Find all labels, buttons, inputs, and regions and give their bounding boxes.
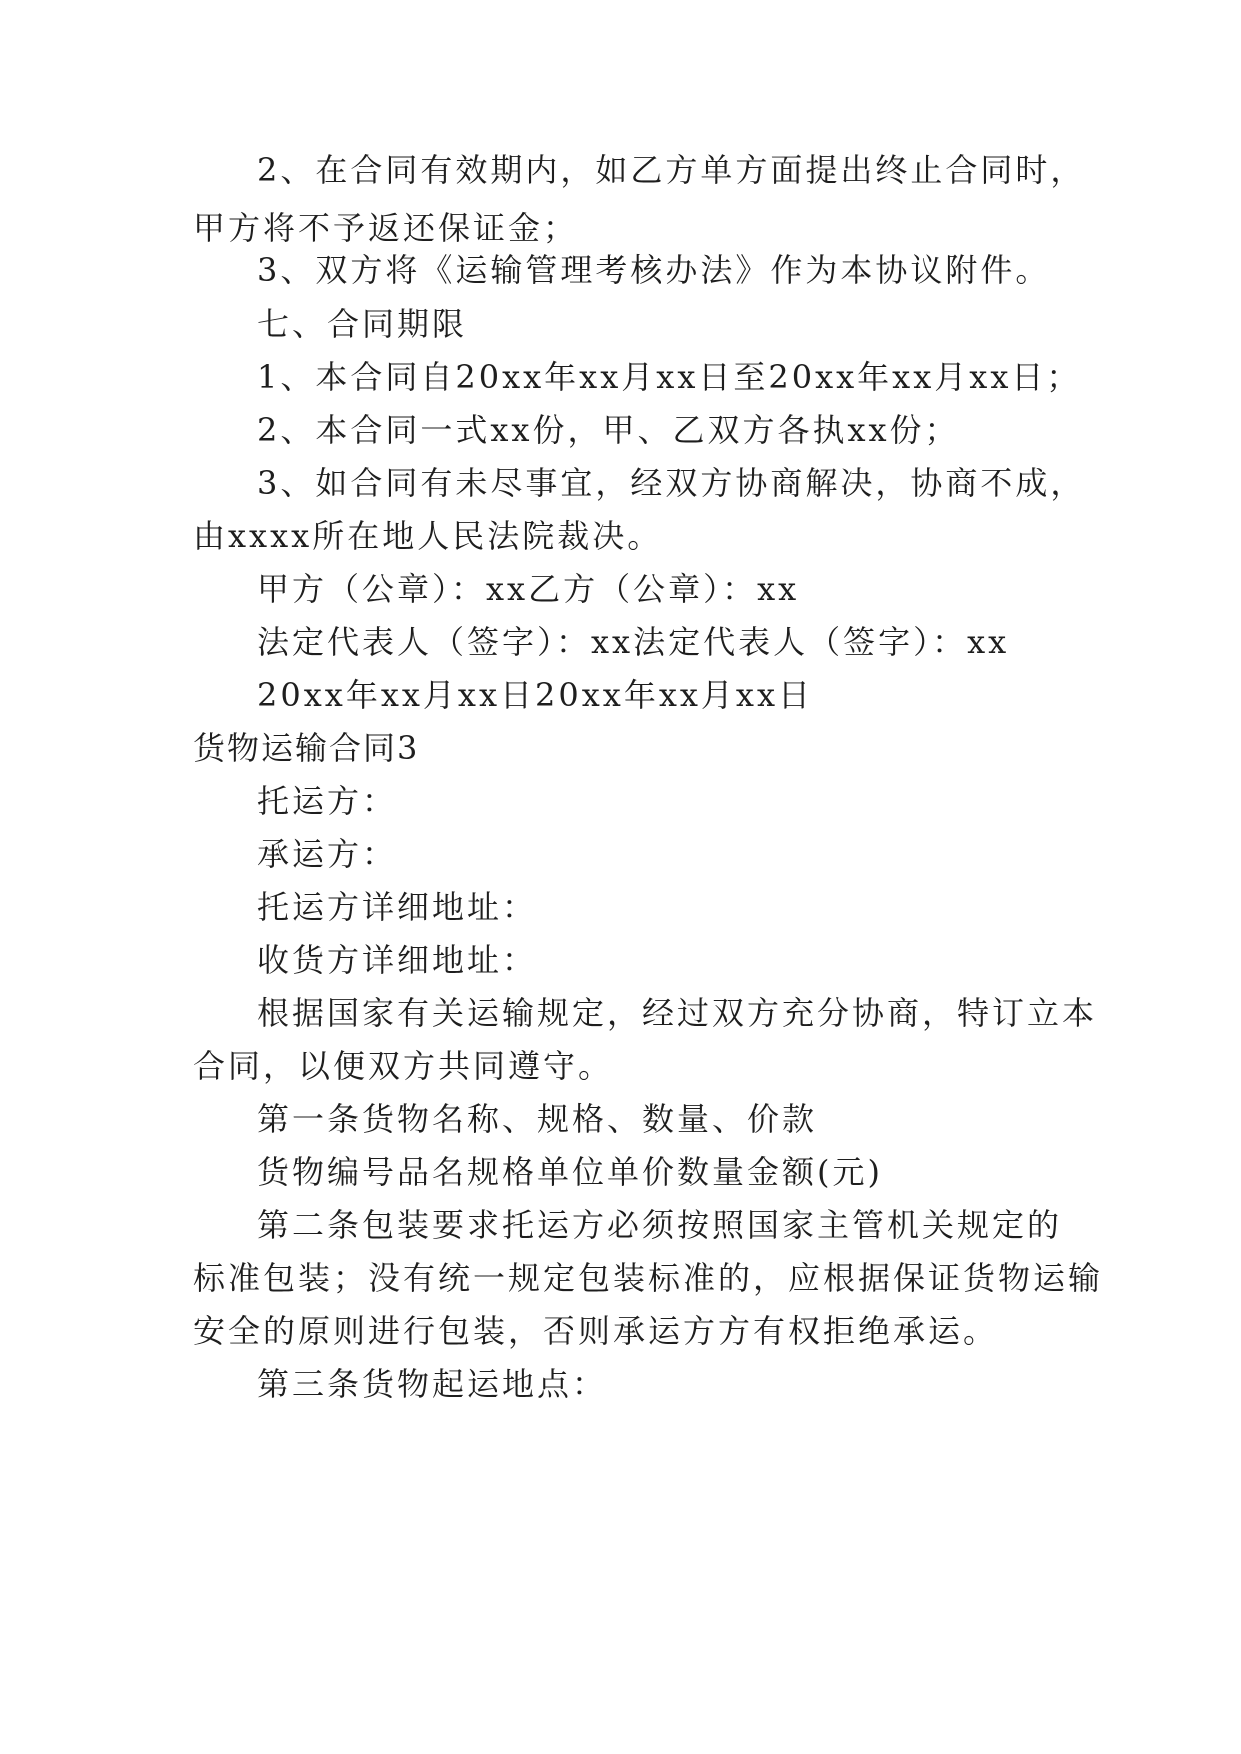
paragraph-copies: 2、本合同一式xx份，甲、乙双方各执xx份； xyxy=(257,411,960,449)
signature-party-seals: 甲方（公章）：xx乙方（公章）：xx xyxy=(257,570,800,608)
paragraph-termination-line-1: 2、在合同有效期内，如乙方单方面提出终止合同时， xyxy=(257,151,1086,189)
paragraph-preamble-line-1: 根据国家有关运输规定，经过双方充分协商，特订立本 xyxy=(257,994,1098,1032)
paragraph-preamble-line-2: 合同，以便双方共同遵守。 xyxy=(193,1047,614,1085)
article-2-line-2: 标准包装；没有统一规定包装标准的，应根据保证货物运输 xyxy=(193,1259,1104,1297)
contract-title: 货物运输合同3 xyxy=(193,729,420,767)
paragraph-disputes-line-2: 由xxxx所在地人民法院裁决。 xyxy=(193,517,663,555)
section-heading-contract-term: 七、合同期限 xyxy=(257,305,468,343)
article-1-columns: 货物编号品名规格单位单价数量金额(元) xyxy=(257,1153,883,1191)
field-shipper-address: 托运方详细地址： xyxy=(257,888,538,926)
signature-dates: 20xx年xx月xx日20xx年xx月xx日 xyxy=(257,676,814,714)
field-carrier: 承运方： xyxy=(257,835,398,873)
signature-legal-representatives: 法定代表人（签字）：xx法定代表人（签字）：xx xyxy=(257,623,1010,661)
article-3-heading: 第三条货物起运地点： xyxy=(257,1365,608,1403)
article-2-line-1: 第二条包装要求托运方必须按照国家主管机关规定的 xyxy=(257,1206,1063,1244)
article-1-heading: 第一条货物名称、规格、数量、价款 xyxy=(257,1100,818,1138)
paragraph-term-dates: 1、本合同自20xx年xx月xx日至20xx年xx月xx日； xyxy=(257,358,1082,396)
paragraph-disputes-line-1: 3、如合同有未尽事宜，经双方协商解决，协商不成， xyxy=(257,464,1086,502)
article-2-line-3: 安全的原则进行包装，否则承运方方有权拒绝承运。 xyxy=(193,1312,999,1350)
paragraph-termination-line-2: 甲方将不予返还保证金； xyxy=(193,209,579,247)
field-consignee-address: 收货方详细地址： xyxy=(257,941,538,979)
field-shipper: 托运方： xyxy=(257,782,398,820)
paragraph-attachment: 3、双方将《运输管理考核办法》作为本协议附件。 xyxy=(257,251,1051,289)
